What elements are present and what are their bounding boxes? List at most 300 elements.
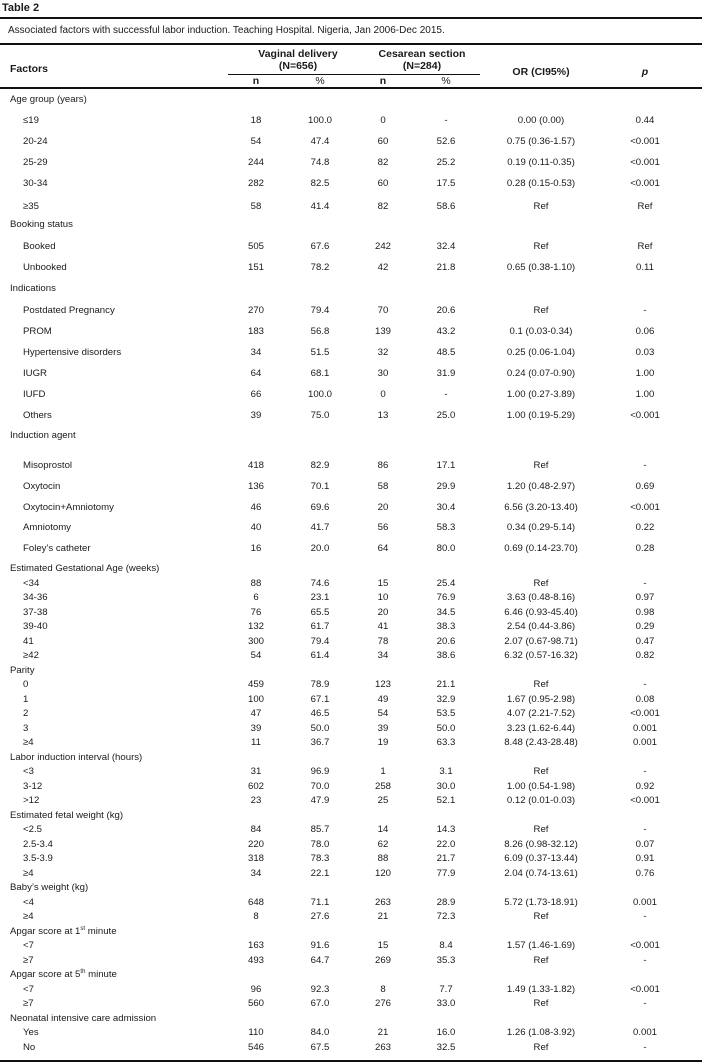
cesarean-pct-cell: 80.0: [436, 543, 456, 554]
table-row: [0, 693, 702, 707]
table-group-row: [0, 809, 702, 823]
cesarean-n-cell: 60: [377, 178, 389, 189]
bottom-rule: [0, 1060, 702, 1062]
label-text: <4: [23, 897, 34, 908]
table-row: [0, 649, 702, 663]
table-row: [0, 838, 702, 852]
cesarean-pct-cell: 31.9: [436, 368, 456, 379]
vaginal-n-cell: 546: [247, 1042, 264, 1053]
label-text: Apgar score at 5: [10, 969, 81, 980]
vaginal-n-cell: 282: [247, 178, 264, 189]
label-text: Labor induction interval (hours): [10, 752, 143, 763]
cesarean-n-cell: 263: [374, 897, 391, 908]
p-value-cell: 0.97: [635, 592, 655, 603]
vaginal-n-cell: 58: [250, 201, 262, 212]
vaginal-pct-cell: 51.5: [310, 347, 330, 358]
table-row: [0, 707, 702, 721]
p-value-cell: 0.11: [636, 262, 654, 273]
factor-label: [23, 367, 47, 381]
table-row: [0, 325, 702, 339]
table-row: [0, 304, 702, 318]
header-vaginal-pct-col: %: [315, 75, 325, 87]
p-value-cell: <0.001: [630, 795, 660, 806]
label-text: Apgar score at 1: [10, 926, 81, 937]
or-cell: 6.09 (0.37-13.44): [504, 853, 578, 864]
label-text: 37-38: [23, 607, 48, 618]
table-group-row: [0, 282, 702, 296]
cesarean-n-cell: 14: [377, 824, 389, 835]
or-cell: 1.00 (0.27-3.89): [506, 389, 576, 400]
label-text: Parity: [10, 665, 35, 676]
table-row: [0, 177, 702, 191]
label-superscript: th: [80, 968, 86, 975]
p-value-cell: 0.001: [632, 897, 657, 908]
or-cell: 1.57 (1.46-1.69): [506, 940, 576, 951]
or-cell: Ref: [533, 201, 549, 212]
table-row: [0, 240, 702, 254]
cesarean-n-cell: 41: [377, 621, 389, 632]
label-text: ≥4: [23, 868, 34, 879]
factor-label: [23, 135, 48, 149]
vaginal-pct-cell: 84.0: [310, 1027, 330, 1038]
vaginal-pct-cell: 64.7: [310, 955, 330, 966]
or-cell: 0.00 (0.00): [517, 115, 565, 126]
label-text: >12: [23, 795, 40, 806]
or-cell: 6.56 (3.20-13.40): [504, 502, 578, 513]
cesarean-pct-cell: 25.0: [436, 410, 456, 421]
label-text: Amniotomy: [23, 522, 71, 533]
vaginal-n-cell: 505: [247, 241, 264, 252]
vaginal-n-cell: 18: [250, 115, 262, 126]
vaginal-n-cell: 31: [250, 766, 262, 777]
label-text: 25-29: [23, 157, 48, 168]
table-row: [0, 722, 702, 736]
vaginal-pct-cell: 79.4: [310, 305, 330, 316]
table-group-row: [0, 751, 702, 765]
vaginal-pct-cell: 47.4: [310, 136, 330, 147]
group-label: [10, 562, 159, 576]
label-text: Oxytocin: [23, 481, 61, 492]
p-value-cell: -: [643, 578, 647, 589]
vaginal-n-cell: 54: [250, 136, 262, 147]
vaginal-n-cell: 34: [250, 347, 262, 358]
p-value-cell: Ref: [637, 241, 653, 252]
or-cell: 6.32 (0.57-16.32): [504, 650, 578, 661]
p-value-cell: -: [643, 1042, 647, 1053]
factor-label: [23, 635, 34, 649]
cesarean-pct-cell: 28.9: [436, 897, 456, 908]
factor-label: [23, 707, 28, 721]
label-text: Misoprostol: [23, 460, 73, 471]
label-text: 1: [23, 694, 29, 705]
label-text: 30-34: [23, 178, 48, 189]
p-value-cell: 0.06: [635, 326, 655, 337]
table-row: [0, 542, 702, 556]
label-text: Oxytocin+Amniotomy: [23, 502, 114, 513]
vaginal-pct-cell: 74.8: [310, 157, 330, 168]
cesarean-n-cell: 88: [377, 853, 389, 864]
label-superscript: st: [80, 925, 86, 932]
vaginal-n-cell: 96: [250, 984, 262, 995]
cesarean-pct-cell: 20.6: [436, 636, 456, 647]
cesarean-n-cell: 20: [377, 502, 389, 513]
table-group-row: [0, 925, 702, 939]
vaginal-pct-cell: 56.8: [310, 326, 330, 337]
vaginal-pct-cell: 75.0: [310, 410, 330, 421]
vaginal-n-cell: 40: [250, 522, 262, 533]
p-value-cell: <0.001: [630, 410, 660, 421]
table-row: [0, 480, 702, 494]
table-group-row: [0, 562, 702, 576]
or-cell: 1.67 (0.95-2.98): [506, 694, 576, 705]
factor-label: [23, 910, 34, 924]
vaginal-n-cell: 88: [250, 578, 262, 589]
table-row: [0, 114, 702, 128]
vaginal-n-cell: 220: [247, 839, 264, 850]
or-cell: 0.12 (0.01-0.03): [506, 795, 576, 806]
p-value-cell: 0.98: [635, 607, 655, 618]
or-cell: 3.23 (1.62-6.44): [506, 723, 576, 734]
vaginal-pct-cell: 61.7: [310, 621, 330, 632]
label-text-after: minute: [85, 926, 117, 937]
table-row: [0, 997, 702, 1011]
vaginal-pct-cell: 74.6: [310, 578, 330, 589]
vaginal-n-cell: 648: [247, 897, 264, 908]
p-value-cell: 0.08: [635, 694, 655, 705]
header-bottom-rule: [0, 87, 702, 89]
p-value-cell: <0.001: [630, 984, 660, 995]
cesarean-pct-cell: 43.2: [436, 326, 456, 337]
table-row: [0, 954, 702, 968]
cesarean-pct-cell: 32.9: [436, 694, 456, 705]
p-value-cell: <0.001: [630, 502, 660, 513]
header-cesarean-section: [362, 48, 482, 72]
vaginal-n-cell: 244: [247, 157, 264, 168]
cesarean-pct-cell: 50.0: [436, 723, 456, 734]
cesarean-pct-cell: -: [444, 115, 448, 126]
vaginal-pct-cell: 41.4: [310, 201, 330, 212]
label-text: 34-36: [23, 592, 48, 603]
cesarean-n-cell: 21: [377, 1027, 389, 1038]
cesarean-n-cell: 49: [377, 694, 389, 705]
table-row: [0, 896, 702, 910]
cesarean-n-cell: 15: [377, 940, 389, 951]
label-text: Postdated Pregnancy: [23, 305, 115, 316]
cesarean-pct-cell: 16.0: [436, 1027, 456, 1038]
vaginal-n-cell: 54: [250, 650, 262, 661]
factor-label: [23, 983, 34, 997]
group-label: [10, 664, 35, 678]
table-group-row: [0, 429, 702, 443]
vaginal-pct-cell: 70.1: [310, 481, 330, 492]
vaginal-pct-cell: 82.9: [310, 460, 330, 471]
cesarean-pct-cell: 38.6: [436, 650, 456, 661]
table-group-row: [0, 93, 702, 107]
cesarean-n-cell: 19: [377, 737, 389, 748]
cesarean-pct-cell: 52.6: [436, 136, 456, 147]
cesarean-n-cell: 32: [377, 347, 389, 358]
p-value-cell: <0.001: [630, 136, 660, 147]
label-text: Yes: [23, 1027, 39, 1038]
label-text: Booked: [23, 241, 56, 252]
label-text: <3: [23, 766, 34, 777]
p-value-cell: -: [643, 679, 647, 690]
table-row: [0, 867, 702, 881]
label-text: 20-24: [23, 136, 48, 147]
vaginal-n-cell: 300: [247, 636, 264, 647]
p-value-cell: <0.001: [630, 940, 660, 951]
header-factors: Factors: [10, 63, 48, 75]
p-value-cell: 0.76: [635, 868, 655, 879]
p-value-cell: 0.03: [635, 347, 655, 358]
table-row: [0, 200, 702, 214]
cesarean-n-cell: 25: [377, 795, 389, 806]
p-value-cell: 0.28: [635, 543, 655, 554]
vaginal-n-cell: 66: [250, 389, 262, 400]
or-cell: 1.20 (0.48-2.97): [506, 481, 576, 492]
or-cell: 2.04 (0.74-13.61): [504, 868, 578, 879]
label-text: ≥42: [23, 650, 39, 661]
table-row: [0, 823, 702, 837]
table-row: [0, 577, 702, 591]
header-vaginal-n: (N=656): [278, 60, 318, 72]
table-row: [0, 521, 702, 535]
header-vaginal-delivery: [228, 48, 368, 72]
p-value-cell: <0.001: [630, 178, 660, 189]
vaginal-pct-cell: 100.0: [307, 389, 332, 400]
p-value-cell: -: [643, 911, 647, 922]
cesarean-n-cell: 0: [380, 115, 386, 126]
factor-label: [23, 156, 48, 170]
or-cell: 6.46 (0.93-45.40): [504, 607, 578, 618]
or-cell: Ref: [533, 1042, 549, 1053]
label-text: 0: [23, 679, 29, 690]
or-cell: 2.07 (0.67-98.71): [504, 636, 578, 647]
table-row: [0, 794, 702, 808]
label-text: ≤19: [23, 115, 39, 126]
factor-label: [23, 823, 42, 837]
factor-label: [23, 1026, 39, 1040]
cesarean-pct-cell: 22.0: [436, 839, 456, 850]
factor-label: [23, 954, 34, 968]
p-value-cell: 1.00: [635, 389, 655, 400]
vaginal-n-cell: 64: [250, 368, 262, 379]
label-text: 39-40: [23, 621, 48, 632]
header-or: OR (CI95%): [512, 66, 570, 78]
factor-label: [23, 542, 91, 556]
table-row: [0, 135, 702, 149]
or-cell: 0.69 (0.14-23.70): [504, 543, 578, 554]
cesarean-pct-cell: 63.3: [436, 737, 456, 748]
label-text: <7: [23, 940, 34, 951]
label-text: Others: [23, 410, 52, 421]
vaginal-n-cell: 318: [247, 853, 264, 864]
cesarean-pct-cell: 53.5: [436, 708, 456, 719]
label-text: ≥4: [23, 911, 34, 922]
cesarean-n-cell: 58: [377, 481, 389, 492]
vaginal-pct-cell: 50.0: [310, 723, 330, 734]
label-text: <2.5: [23, 824, 42, 835]
vaginal-n-cell: 110: [248, 1027, 264, 1038]
cesarean-n-cell: 20: [377, 607, 389, 618]
header-cesarean-label: Cesarean section: [378, 48, 466, 60]
cesarean-n-cell: 15: [377, 578, 389, 589]
p-value-cell: 0.69: [635, 481, 655, 492]
factor-label: [23, 346, 121, 360]
label-text: <34: [23, 578, 40, 589]
cesarean-n-cell: 56: [377, 522, 389, 533]
table-row: [0, 459, 702, 473]
p-value-cell: 0.92: [635, 781, 655, 792]
table-row: [0, 501, 702, 515]
cesarean-pct-cell: 48.5: [436, 347, 456, 358]
vaginal-pct-cell: 92.3: [310, 984, 330, 995]
p-value-cell: -: [643, 824, 647, 835]
cesarean-n-cell: 39: [377, 723, 389, 734]
vaginal-n-cell: 46: [250, 502, 262, 513]
p-value-cell: 1.00: [635, 368, 655, 379]
p-value-cell: -: [643, 305, 647, 316]
cesarean-n-cell: 242: [374, 241, 391, 252]
factor-label: [23, 606, 48, 620]
p-value-cell: <0.001: [630, 157, 660, 168]
label-text-after: minute: [85, 969, 117, 980]
vaginal-pct-cell: 22.1: [310, 868, 330, 879]
factor-label: [23, 200, 39, 214]
table-row: [0, 156, 702, 170]
cesarean-pct-cell: 17.5: [436, 178, 456, 189]
p-value-cell: 0.47: [635, 636, 655, 647]
vaginal-n-cell: 418: [247, 460, 264, 471]
vaginal-n-cell: 163: [247, 940, 264, 951]
cesarean-n-cell: 34: [377, 650, 389, 661]
cesarean-pct-cell: 21.1: [436, 679, 456, 690]
factor-label: [23, 409, 52, 423]
header-top-rule: [0, 43, 702, 45]
table-row: [0, 910, 702, 924]
table-row: [0, 780, 702, 794]
p-value-cell: 0.07: [635, 839, 655, 850]
factor-label: [23, 736, 34, 750]
cesarean-n-cell: 82: [377, 157, 389, 168]
cesarean-n-cell: 120: [374, 868, 391, 879]
vaginal-n-cell: 84: [250, 824, 262, 835]
factor-label: [23, 649, 39, 663]
factor-label: [23, 765, 34, 779]
vaginal-pct-cell: 41.7: [310, 522, 330, 533]
table-row: [0, 983, 702, 997]
p-value-cell: 0.29: [635, 621, 655, 632]
label-text: Baby’s weight (kg): [10, 882, 89, 893]
cesarean-pct-cell: 34.5: [436, 607, 456, 618]
factor-label: [23, 591, 48, 605]
factor-label: [23, 794, 39, 808]
table-group-row: [0, 968, 702, 982]
factor-label: [23, 678, 28, 692]
or-cell: Ref: [533, 998, 549, 1009]
or-cell: Ref: [533, 766, 549, 777]
label-text: 3.5-3.9: [23, 853, 53, 864]
p-value-cell: 0.001: [632, 723, 657, 734]
cesarean-pct-cell: 33.0: [436, 998, 456, 1009]
or-cell: Ref: [533, 911, 549, 922]
cesarean-pct-cell: 76.9: [436, 592, 456, 603]
label-text: 2.5-3.4: [23, 839, 53, 850]
factor-label: [23, 867, 34, 881]
cesarean-n-cell: 42: [377, 262, 389, 273]
table-row: [0, 388, 702, 402]
p-value-cell: 0.001: [632, 737, 657, 748]
table-group-row: [0, 218, 702, 232]
factor-label: [23, 896, 34, 910]
vaginal-n-cell: 76: [250, 607, 262, 618]
vaginal-n-cell: 151: [247, 262, 264, 273]
label-text: Neonatal intensive care admission: [10, 1013, 157, 1024]
header-cesarean-n-col: n: [379, 75, 387, 87]
factor-label: [23, 620, 48, 634]
table-group-row: [0, 1012, 702, 1026]
label-text: ≥4: [23, 737, 34, 748]
vaginal-pct-cell: 27.6: [310, 911, 330, 922]
p-value-cell: 0.44: [635, 115, 655, 126]
cesarean-n-cell: 82: [377, 201, 389, 212]
factor-label: [23, 693, 28, 707]
cesarean-pct-cell: 52.1: [436, 795, 456, 806]
table-title: Table 2: [2, 2, 40, 14]
cesarean-pct-cell: 17.1: [436, 460, 456, 471]
cesarean-n-cell: 0: [380, 389, 386, 400]
table-row: [0, 635, 702, 649]
or-cell: 0.1 (0.03-0.34): [509, 326, 573, 337]
label-text: IUGR: [23, 368, 47, 379]
table-row: [0, 591, 702, 605]
or-cell: 0.24 (0.07-0.90): [506, 368, 576, 379]
table-row: [0, 852, 702, 866]
factor-label: [23, 521, 71, 535]
label-text: Induction agent: [10, 430, 76, 441]
vaginal-pct-cell: 68.1: [310, 368, 330, 379]
cesarean-pct-cell: -: [444, 389, 448, 400]
or-cell: 0.75 (0.36-1.57): [506, 136, 576, 147]
or-cell: 0.25 (0.06-1.04): [506, 347, 576, 358]
table-row: [0, 620, 702, 634]
table-caption: Associated factors with successful labor induction. Teaching Hospital. Nigeria, Jan 2006-Dec 2015.: [8, 25, 445, 36]
label-text: Indications: [10, 283, 56, 294]
label-text: Foley’s catheter: [23, 543, 91, 554]
vaginal-n-cell: 47: [250, 708, 262, 719]
or-cell: 5.72 (1.73-18.91): [504, 897, 578, 908]
vaginal-pct-cell: 69.6: [310, 502, 330, 513]
cesarean-n-cell: 139: [374, 326, 391, 337]
vaginal-pct-cell: 20.0: [310, 543, 330, 554]
table-row: [0, 409, 702, 423]
table-row: [0, 1026, 702, 1040]
cesarean-pct-cell: 8.4: [439, 940, 453, 951]
cesarean-pct-cell: 21.7: [436, 853, 456, 864]
table-row: [0, 1041, 702, 1055]
p-value-cell: 0.22: [635, 522, 655, 533]
vaginal-pct-cell: 96.9: [310, 766, 330, 777]
table-row: [0, 346, 702, 360]
factor-label: [23, 852, 53, 866]
or-cell: 8.26 (0.98-32.12): [504, 839, 578, 850]
table-row: [0, 367, 702, 381]
label-text: Age group (years): [10, 94, 87, 105]
group-label: [10, 968, 117, 982]
header-cesarean-n: (N=284): [402, 60, 442, 72]
factor-label: [23, 304, 115, 318]
cesarean-pct-cell: 3.1: [439, 766, 453, 777]
